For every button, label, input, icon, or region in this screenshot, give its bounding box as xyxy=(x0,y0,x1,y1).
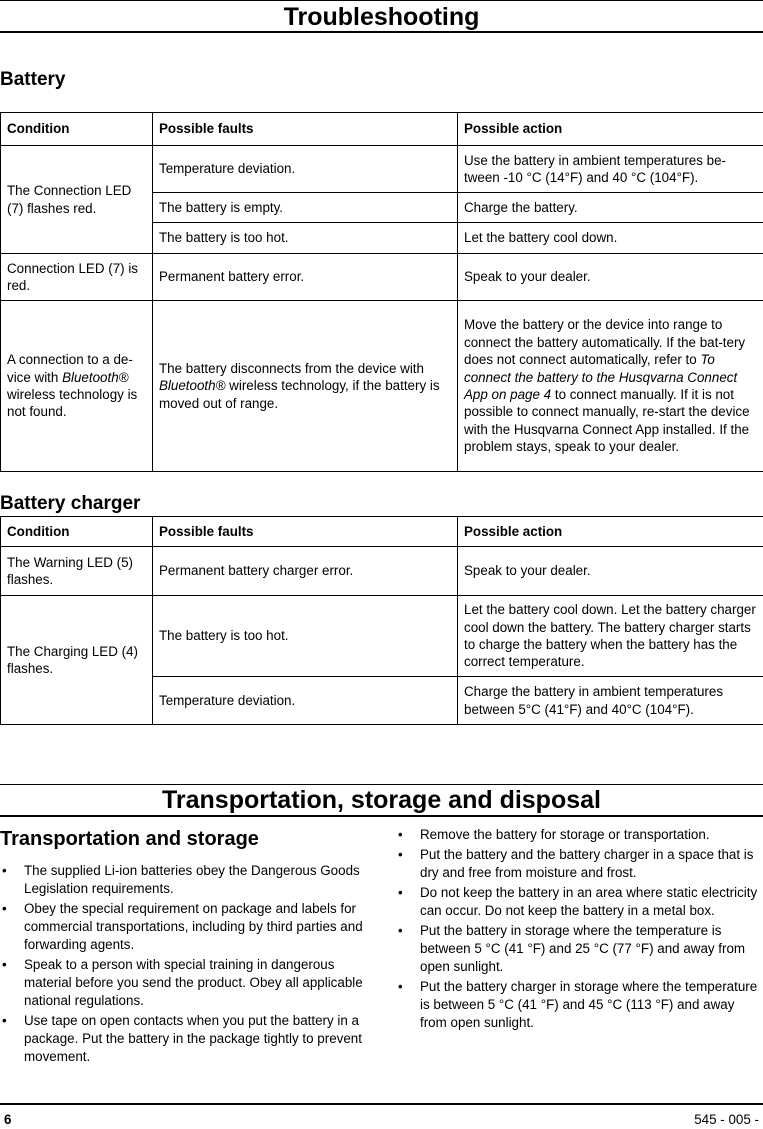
condition-cell: Connection LED (7) is red. xyxy=(1,254,153,301)
action-cell: Let the battery cool down. Let the battery charger cool down the battery. The battery charger starts to charge the battery when the battery has the correct temperature. xyxy=(458,596,763,677)
fault-cell: Temperature deviation. xyxy=(153,677,458,725)
fault-cell: The battery is too hot. xyxy=(153,596,458,677)
section-title-troubleshooting: Troubleshooting xyxy=(283,3,480,31)
bullet-glyph: • xyxy=(2,863,7,878)
fault-cell: The battery is empty. xyxy=(153,193,458,223)
bullet-text: Put the battery in storage where the temperature is between 5 °C (41 °F) and 25 °C (77 °F) and away from open sunlight. xyxy=(420,923,746,974)
top-rule xyxy=(0,0,763,1)
list-item xyxy=(396,922,760,976)
bullet-glyph: • xyxy=(398,827,403,842)
table-row xyxy=(1,596,763,677)
list-item xyxy=(396,846,760,882)
transport-top-rule xyxy=(0,784,763,785)
fault-text: The battery disconnects from the device with xyxy=(159,360,424,376)
bullet-glyph: • xyxy=(398,979,403,994)
action-cell xyxy=(458,301,763,472)
column-header-condition: Condition xyxy=(1,517,153,547)
list-item xyxy=(0,956,368,1010)
battery-table-header-row xyxy=(1,113,763,146)
right-bullet-list xyxy=(396,826,760,1034)
bullet-glyph: • xyxy=(2,901,7,916)
bullet-text: Do not keep the battery in an area where static electricity can occur. Do not keep the battery in a metal box. xyxy=(420,885,758,918)
battery-table xyxy=(0,112,763,472)
list-item xyxy=(396,826,760,844)
left-bullet-list xyxy=(0,862,368,1068)
table-row xyxy=(1,254,763,301)
fault-text: wireless technology, if the battery is moved out of range. xyxy=(159,378,440,411)
table-row xyxy=(1,547,763,596)
condition-text: A connection to a de-vice with xyxy=(7,352,133,385)
list-item xyxy=(396,884,760,920)
column-header-possible-faults: Possible faults xyxy=(153,113,458,146)
cross-reference-link[interactable]: To connect the battery to the Husqvarna Connect App on page 4 xyxy=(464,352,738,402)
column-header-possible-action: Possible action xyxy=(458,113,763,146)
fault-cell: Temperature deviation. xyxy=(153,146,458,193)
fault-cell: Permanent battery charger error. xyxy=(153,547,458,596)
charger-table-header-row xyxy=(1,517,763,547)
action-cell: Charge the battery. xyxy=(458,193,763,223)
bullet-text: Remove the battery for storage or transportation. xyxy=(420,827,710,842)
bullet-text: The supplied Li-ion batteries obey the Dangerous Goods Legislation requirements. xyxy=(24,863,360,896)
list-item xyxy=(0,862,368,898)
transportation-storage-heading: Transportation and storage xyxy=(0,828,259,850)
list-item xyxy=(396,978,760,1032)
list-item xyxy=(0,900,368,954)
fault-cell xyxy=(153,301,458,472)
action-cell: Let the battery cool down. xyxy=(458,223,763,254)
transport-title-rule xyxy=(0,815,763,817)
column-header-condition: Condition xyxy=(1,113,153,146)
action-cell: Speak to your dealer. xyxy=(458,547,763,596)
bullet-text: Use tape on open contacts when you put the battery in a package. Put the battery in the package tightly to prevent movement. xyxy=(24,1013,362,1064)
section-title-transportation: Transportation, storage and disposal xyxy=(162,786,601,814)
table-row xyxy=(1,146,763,193)
action-cell: Speak to your dealer. xyxy=(458,254,763,301)
action-cell: Charge the battery in ambient temperatures between 5°C (41°F) and 40°C (104°F). xyxy=(458,677,763,725)
document-number: 545 - 005 - xyxy=(694,1112,759,1127)
action-text: Move the battery or the device into range to connect the battery automatically. If the bat-tery does not connect automatically, refer to xyxy=(464,317,746,368)
bluetooth-brand-text: Bluetooth® xyxy=(62,369,129,385)
bullet-glyph: • xyxy=(398,847,403,862)
page-number: 6 xyxy=(4,1112,12,1127)
battery-charger-heading: Battery charger xyxy=(0,493,141,514)
action-cell: Use the battery in ambient temperatures be-tween -10 °C (14°F) and 40 °C (104°F). xyxy=(458,146,763,193)
bullet-text: Speak to a person with special training in dangerous material before you send the product. Obey all applicable national regulations. xyxy=(24,957,363,1008)
troubleshooting-title-rule xyxy=(0,31,763,33)
column-header-possible-faults: Possible faults xyxy=(153,517,458,547)
bullet-text: Obey the special requirement on package and labels for commercial transportations, including by third parties and forwarding agents. xyxy=(24,901,363,952)
list-item xyxy=(0,1012,368,1066)
table-row xyxy=(1,301,763,472)
condition-text: wireless technology is not found. xyxy=(7,387,138,420)
bluetooth-brand-text: Bluetooth® xyxy=(159,378,226,394)
bullet-text: Put the battery charger in storage where the temperature is between 5 °C (41 °F) and 45 °C (113 °F) and away from open sunlight. xyxy=(420,979,758,1030)
bullet-glyph: • xyxy=(398,923,403,938)
condition-cell: The Warning LED (5) flashes. xyxy=(1,547,153,596)
condition-cell: The Charging LED (4) flashes. xyxy=(1,596,153,725)
bullet-glyph: • xyxy=(2,1013,7,1028)
condition-cell xyxy=(1,301,153,472)
column-header-possible-action: Possible action xyxy=(458,517,763,547)
action-text: to connect manually. If it is not possible to connect manually, re-start the device with the Husqvarna Connect App installed. If the problem stays, speak to your dealer. xyxy=(464,387,750,455)
footer-rule xyxy=(0,1103,763,1105)
battery-charger-table xyxy=(0,516,763,725)
bullet-text: Put the battery and the battery charger in a space that is dry and free from moisture and frost. xyxy=(420,847,754,880)
battery-heading: Battery xyxy=(0,69,66,90)
fault-cell: Permanent battery error. xyxy=(153,254,458,301)
fault-cell: The battery is too hot. xyxy=(153,223,458,254)
bullet-glyph: • xyxy=(2,957,7,972)
condition-cell: The Connection LED (7) flashes red. xyxy=(1,146,153,254)
bullet-glyph: • xyxy=(398,885,403,900)
